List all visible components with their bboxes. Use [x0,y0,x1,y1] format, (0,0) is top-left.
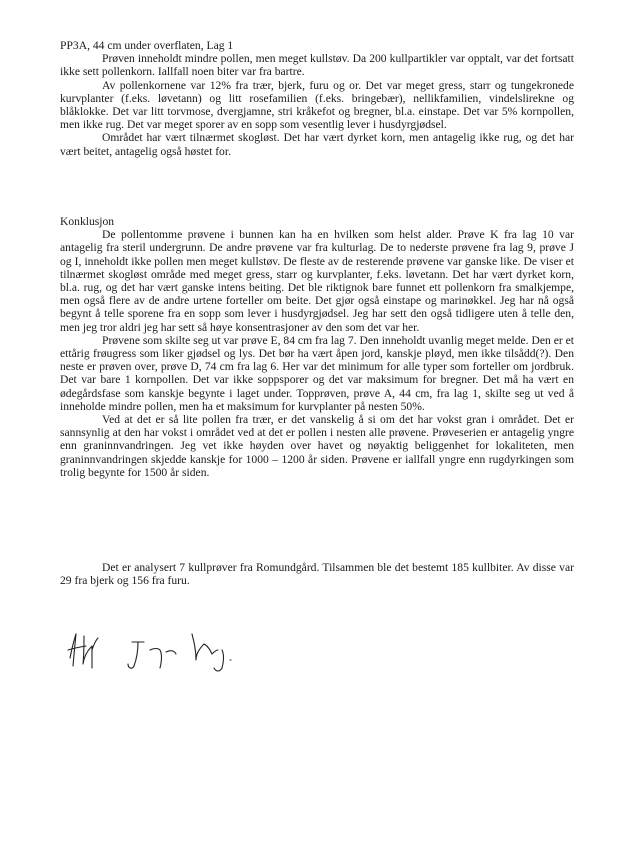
paragraph: De pollentomme prøvene i bunnen kan ha en hvilken som helst alder. Prøve K fra lag 10 var antagelig fra steril undergrunn. De andre prøvene var fra kulturlag. De to nederste prøvene fra lag 9, prøve J og I, inneholdt ikke pollen men meget kullstøv. De fleste av de resterende prøvene var ganske like. De viser et tilnærmet skogløst område med meget gress, starr og kurvplanter, f.eks. løvetann. Det har vært dyrket korn, bl.a. rug, og det har vært ganske intens beiting. Det ble riktignok bare funnet ett pollenkorn fra smalkjempe, men også flere av de andre urtene forteller om beite. Det gjør også einstape og marinøkkel. Jeg har nå også begynt å telle sporene fra en sopp som lever i husdyrgjødsel. Jeg har sett den også tidligere uten å telle den, men jeg tror aldri jeg har sett så høye konsentrasjoner av den som det var her. [60,228,574,334]
paragraph: Prøven inneholdt mindre pollen, men meget kullstøv. Da 200 kullpartikler var opptalt, var det fortsatt ikke sett pollenkorn. Iallfall noen biter var fra bartre. [60,52,574,79]
handwritten-signature [62,620,262,680]
paragraph: Av pollenkornene var 12% fra trær, bjerk, furu og or. Det var meget gress, starr og tungekronede kurvplanter (f.eks. løvetann) og litt rosefamilien (f.eks. bringebær), nellikfamilien, vindelslirekne og blåklokke. Det var litt torvmose, dvergjamne, stri kråkefot og bregner, bl.a. einstape. Det var 5% kornpollen, men ikke rug. Det var meget sporer av en sopp som vesentlig lever i husdyrgjødsel. [60,78,574,132]
paragraph: Det er analysert 7 kullprøver fra Romundgård. Tilsammen ble det bestemt 185 kullbiter. Av disse var 29 fra bjerk og 156 fra furu. [60,561,574,588]
section-kullprover [60,561,574,587]
section-heading: Konklusjon [60,215,115,228]
section-pp3a [60,39,574,158]
paragraph: Prøvene som skilte seg ut var prøve E, 84 cm fra lag 7. Den inneholdt uvanlig meget melde. Den er et ettårig frøugress som liker gjødsel og lys. Det bør ha vært åpen jord, kanskje pløyd, men ikke tilsådd(?). Den neste er prøven over, prøve D, 74 cm fra lag 6. Her var det minimum for alle typer som forteller om jordbruk. Det var bare 1 kornpollen. Det var ikke soppsporer og det var maksimum for bregner. Det må ha vært en ødegårdsfase som kanskje begynte i laget under. Topprøven, prøve A, 44 cm, fra lag 1, skilte seg ut ved å inneholde mindre pollen, men ha et maksimum for kurvplanter på nesten 50%. [60,333,574,413]
section-heading: PP3A, 44 cm under overflaten, Lag 1 [60,39,234,52]
paragraph: Ved at det er så lite pollen fra trær, er det vanskelig å si om det har vokst gran i området. Det er sannsynlig at den har vokst i området ved at det er pollen i nesten alle prøvene. Prøveserien er antagelig yngre enn graninnvandringen. Jeg vet ikke høyden over havet og nøyaktig beliggenhet for lokaliteten, men graninnvandringen skjedde kanskje for 1000 – 1200 år siden. Prøvene er iallfall yngre enn rugdyrkingen som trolig begynte for 1500 år siden. [60,413,574,479]
section-konklusjon [60,215,574,479]
paragraph: Området har vært tilnærmet skogløst. Det har vært dyrket korn, men antagelig ikke rug, og det har vært beitet, antagelig også høstet for. [60,131,574,158]
